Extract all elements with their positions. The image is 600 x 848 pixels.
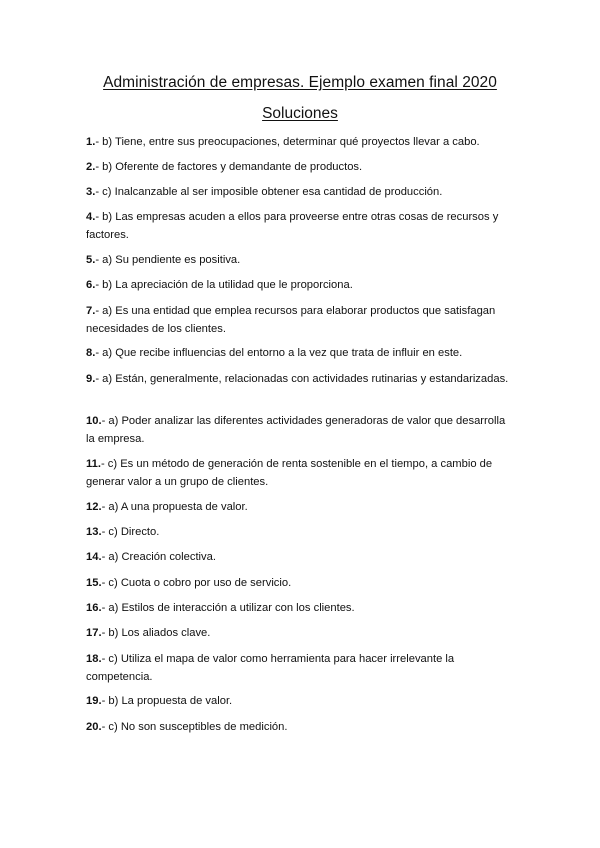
answer-item (86, 252, 516, 270)
answer-number: 11. (86, 458, 101, 470)
answer-number: 2. (86, 161, 96, 173)
answer-text: - a) Creación colectiva. (101, 551, 216, 563)
answer-text: - c) Es un método de generación de renta sostenible en el tiempo, a cambio de generar valor a un grupo de clientes. (86, 458, 493, 488)
answer-number: 3. (86, 186, 96, 198)
answer-number: 5. (86, 254, 96, 266)
answer-item (86, 549, 516, 567)
answer-item (86, 371, 516, 389)
answer-text: - c) Directo. (101, 526, 160, 538)
answer-text: - a) Su pendiente es positiva. (95, 254, 241, 266)
answer-item (86, 209, 516, 244)
answer-text: - a) Estilos de interacción a utilizar con los clientes. (101, 602, 355, 614)
answer-number: 7. (86, 305, 96, 317)
answer-text: - b) La propuesta de valor. (101, 695, 233, 707)
answer-text: - b) La apreciación de la utilidad que le proporciona. (95, 279, 353, 291)
answer-item (86, 625, 516, 643)
answer-item (86, 575, 516, 593)
document-title: Administración de empresas. Ejemplo examen final 2020 (103, 74, 497, 91)
answer-item (86, 456, 516, 491)
answer-text: - a) Están, generalmente, relacionadas con actividades rutinarias y estandarizadas. (95, 373, 509, 385)
answer-item (86, 600, 516, 618)
answer-text: - c) Utiliza el mapa de valor como herramienta para hacer irrelevante la competencia. (86, 653, 455, 683)
answer-number: 17. (86, 627, 102, 639)
answer-text: - a) Poder analizar las diferentes actividades generadoras de valor que desarrolla la empresa. (86, 415, 506, 445)
answer-number: 1. (86, 136, 96, 148)
answer-text: - a) A una propuesta de valor. (101, 501, 248, 513)
answer-number: 16. (86, 602, 102, 614)
answer-item (86, 413, 516, 448)
document-subtitle: Soluciones (262, 105, 338, 122)
answer-text: - c) Cuota o cobro por uso de servicio. (101, 577, 292, 589)
answer-number: 19. (86, 695, 102, 707)
answer-text: - c) Inalcanzable al ser imposible obtener esa cantidad de producción. (95, 186, 443, 198)
answer-text: - b) Oferente de factores y demandante de productos. (95, 161, 363, 173)
answer-text: - b) Las empresas acuden a ellos para proveerse entre otras cosas de recursos y factores. (86, 211, 499, 241)
answer-item (86, 159, 516, 177)
answer-number: 4. (86, 211, 96, 223)
answer-number: 9. (86, 373, 96, 385)
answer-number: 13. (86, 526, 102, 538)
answer-number: 10. (86, 415, 102, 427)
answer-item (86, 134, 516, 152)
answer-item (86, 524, 516, 542)
answer-item (86, 303, 516, 338)
answer-number: 6. (86, 279, 96, 291)
answer-number: 20. (86, 721, 102, 733)
answer-item (86, 651, 516, 686)
answer-item (86, 277, 516, 295)
answer-number: 8. (86, 347, 96, 359)
answer-number: 12. (86, 501, 102, 513)
answer-item (86, 719, 516, 737)
answer-item (86, 184, 516, 202)
answer-text: - b) Tiene, entre sus preocupaciones, determinar qué proyectos llevar a cabo. (95, 136, 480, 148)
answer-number: 18. (86, 653, 102, 665)
answer-text: - c) No son susceptibles de medición. (101, 721, 288, 733)
answer-text: - a) Que recibe influencias del entorno a la vez que trata de influir en este. (95, 347, 463, 359)
answer-number: 15. (86, 577, 102, 589)
answer-number: 14. (86, 551, 102, 563)
answer-item (86, 345, 516, 363)
answer-text: - b) Los aliados clave. (101, 627, 211, 639)
answer-item (86, 693, 516, 711)
answer-item (86, 499, 516, 517)
answer-text: - a) Es una entidad que emplea recursos para elaborar productos que satisfagan necesidades de los clientes. (86, 305, 496, 335)
